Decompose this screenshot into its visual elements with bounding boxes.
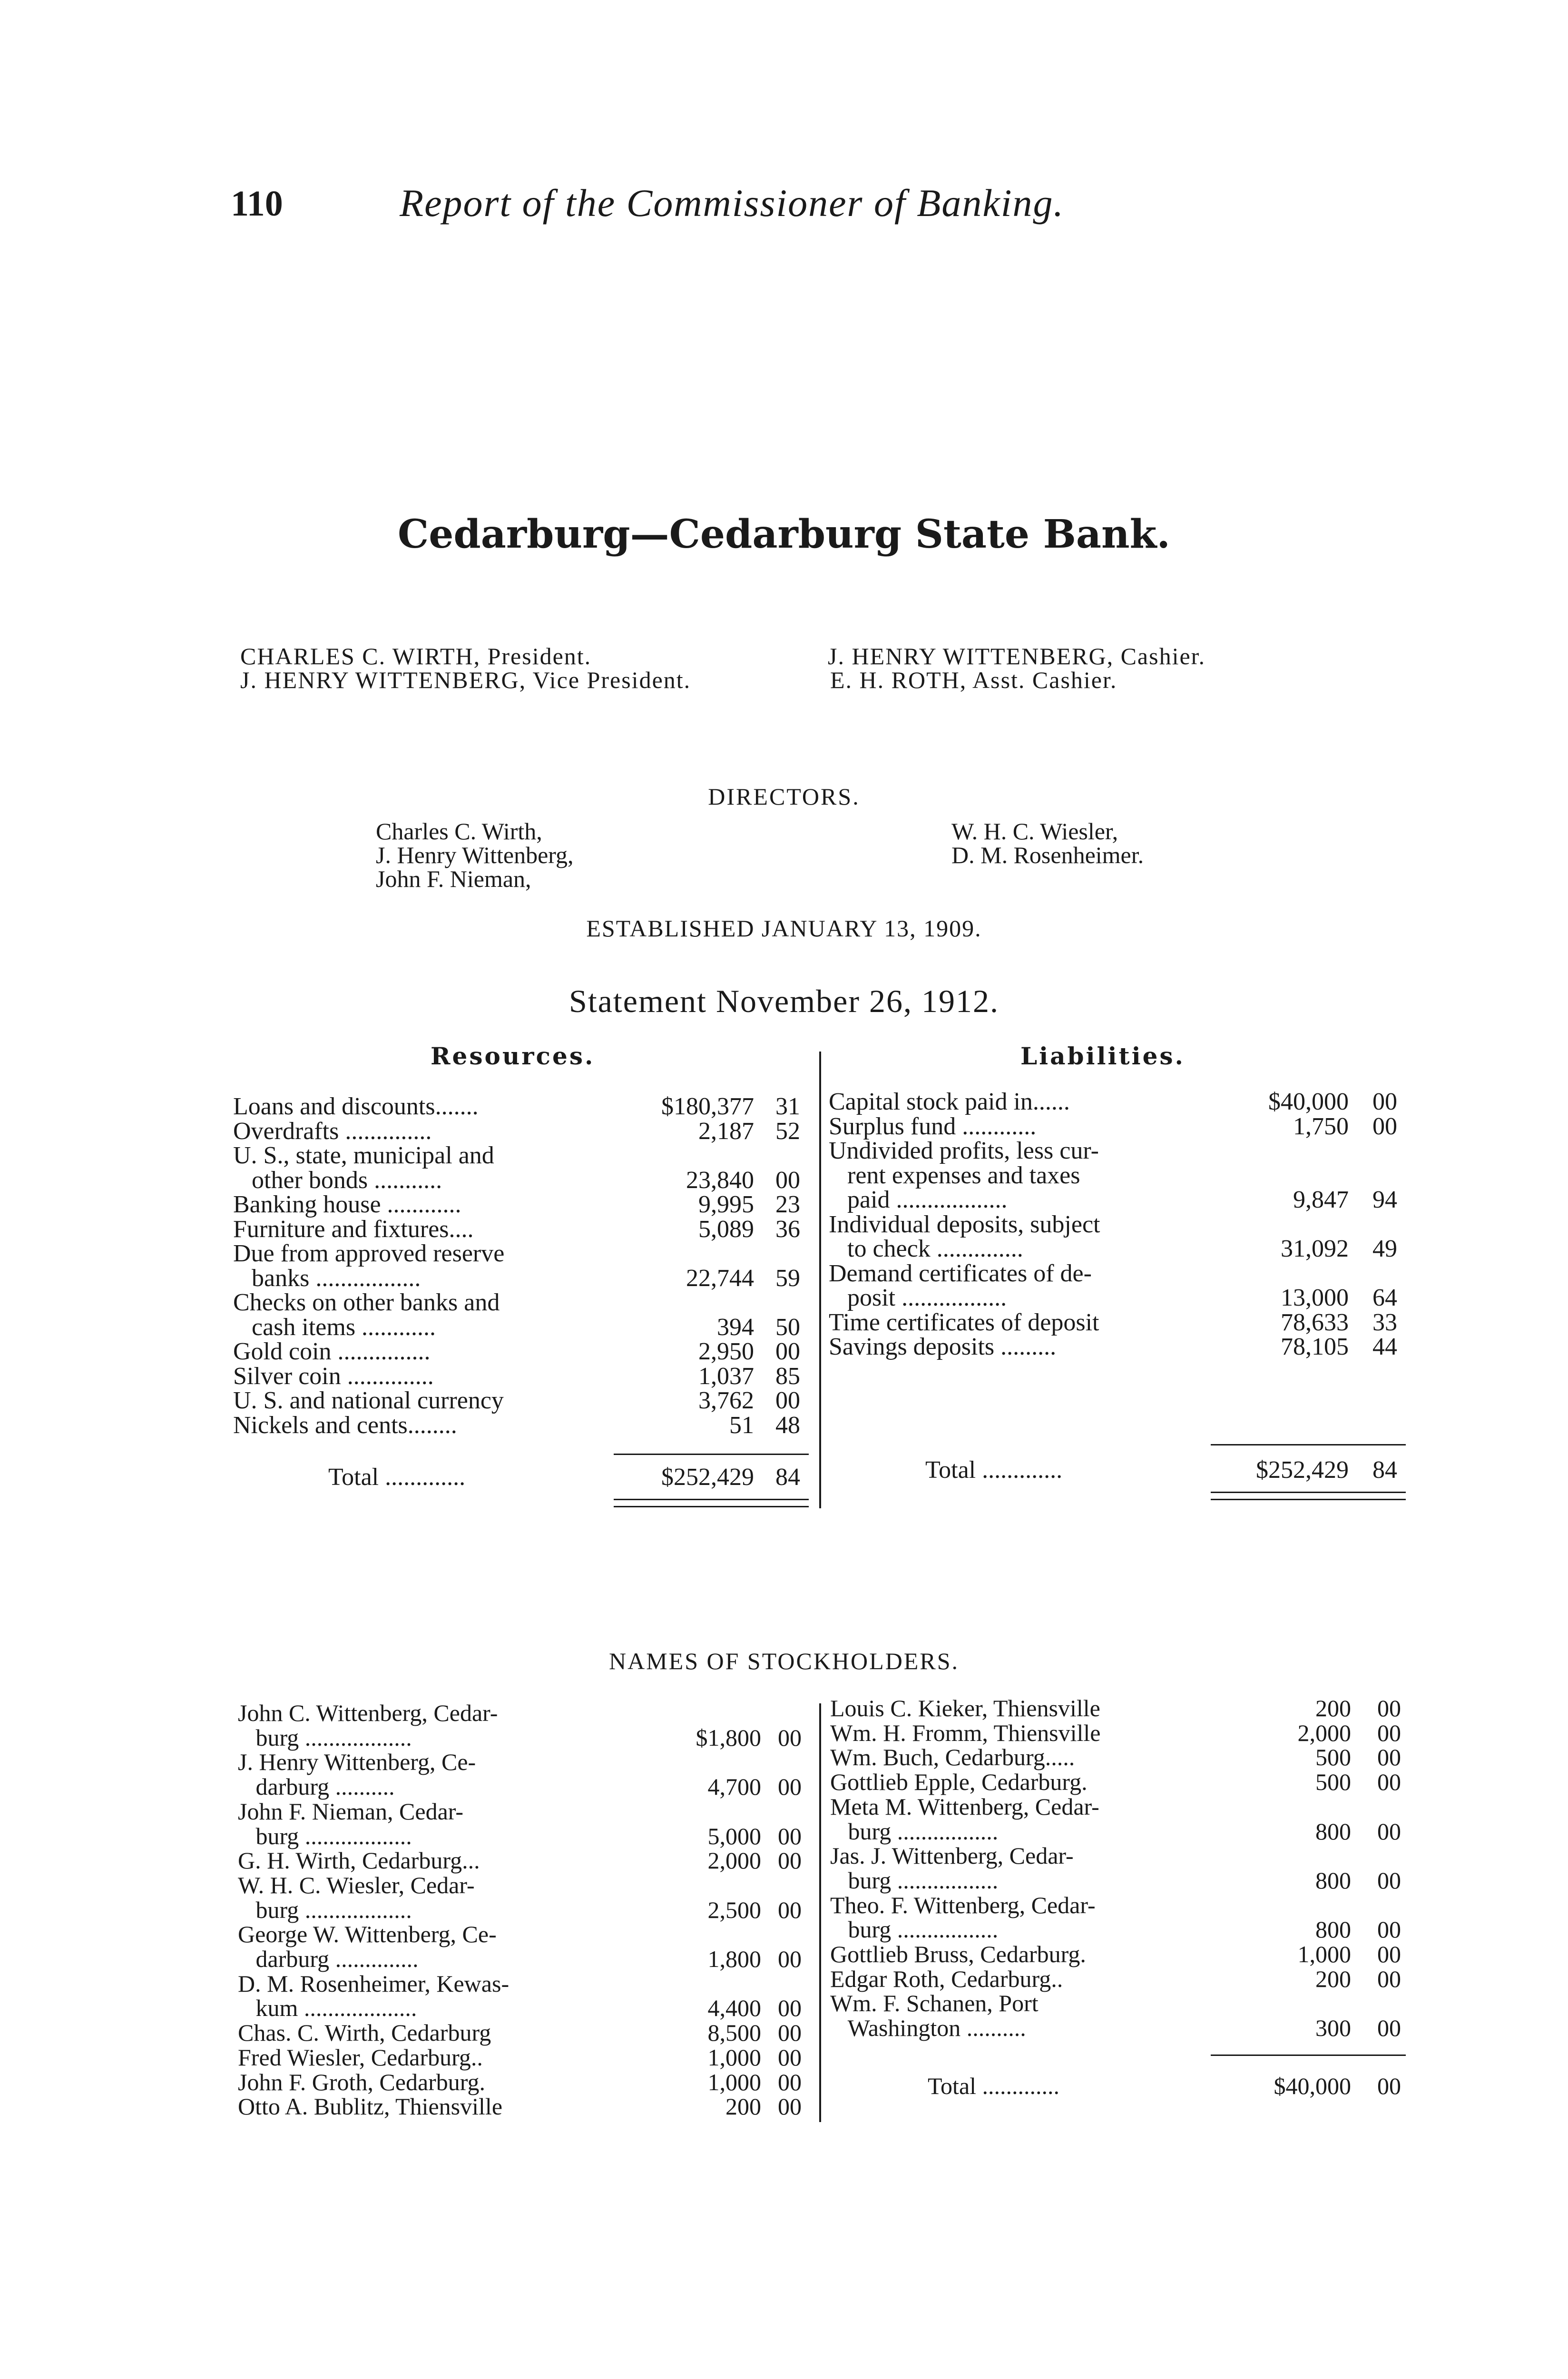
stockholder-row-amount: 8,500 [707, 2019, 761, 2046]
stockholder-row-cents: 00 [1377, 1941, 1401, 1967]
stockholder-row-cents: 00 [1377, 1719, 1401, 1746]
liabilities-total-cents: 84 [1372, 1456, 1397, 1484]
stockholder-row-label: darburg .............. [238, 1946, 419, 1972]
liability-row-label: Savings deposits ......... [829, 1333, 1057, 1360]
stockholder-row-cents: 00 [1377, 1818, 1401, 1845]
resource-row-label: U. S. and national currency [233, 1387, 504, 1414]
resource-row-amount: 2,187 [698, 1117, 754, 1145]
resources-heading: Resources. [431, 1042, 595, 1070]
liability-row-amount: $40,000 [1268, 1088, 1349, 1115]
director-name: J. Henry Wittenberg, [376, 842, 574, 868]
stockholder-row-amount: 300 [1315, 2015, 1351, 2042]
resource-row-label: cash items ............ [233, 1313, 436, 1341]
stockholder-row-label: Otto A. Bublitz, Thiensville [238, 2093, 503, 2120]
stockholder-row-label: G. H. Wirth, Cedarburg... [238, 1847, 480, 1874]
officer-vice-president: J. HENRY WITTENBERG, Vice President. [240, 667, 691, 693]
stockholder-row-label: burg .................. [238, 1822, 412, 1849]
liability-row-label: paid .................. [829, 1186, 1008, 1213]
stockholder-row-label: John F. Groth, Cedarburg. [238, 2068, 486, 2095]
resource-row-cents: 00 [775, 1338, 800, 1365]
stockholder-row-amount: 800 [1315, 1818, 1351, 1845]
stockholder-row-label: Louis C. Kieker, Thiensville [830, 1695, 1100, 1721]
stockholder-row-label: Wm. Buch, Cedarburg..... [830, 1744, 1075, 1771]
stockholder-row-cents: 00 [778, 1995, 802, 2022]
stockholders-total-label: Total ............. [928, 2073, 1060, 2099]
stockholder-row-label: John F. Nieman, Cedar- [238, 1798, 464, 1825]
resources-total-label: Total ............. [328, 1464, 466, 1491]
stockholder-row-label: kum ................... [238, 1995, 417, 2022]
column-divider [819, 1052, 821, 1508]
stockholder-row-cents: 00 [1377, 1769, 1401, 1796]
resource-row-amount: 3,762 [698, 1387, 754, 1414]
resources-total-cents: 84 [775, 1464, 800, 1491]
liability-row-cents: 94 [1372, 1186, 1397, 1213]
stockholder-row-label: Meta M. Wittenberg, Cedar- [830, 1793, 1099, 1820]
stockholder-row-amount: 1,000 [707, 2068, 761, 2095]
resource-row-label: other bonds ........... [233, 1166, 442, 1194]
stockholder-row-cents: 00 [1377, 1965, 1401, 1992]
stockholder-row-label: Washington .......... [830, 2015, 1026, 2042]
director-name: W. H. C. Wiesler, [951, 818, 1118, 845]
resource-row-cents: 52 [775, 1117, 800, 1145]
stockholder-row-amount: 500 [1315, 1769, 1351, 1796]
resource-row-amount: 2,950 [698, 1338, 754, 1365]
liability-row-cents: 49 [1372, 1235, 1397, 1262]
stockholder-row-cents: 00 [778, 2068, 802, 2095]
stockholder-row-cents: 00 [1377, 2015, 1401, 2042]
resource-row-amount: $180,377 [661, 1093, 754, 1120]
resource-row-label: Silver coin .............. [233, 1362, 434, 1390]
resource-row-cents: 31 [775, 1093, 800, 1120]
resource-row-label: Overdrafts .............. [233, 1117, 432, 1145]
stockholder-row-amount: 200 [1315, 1695, 1351, 1721]
officer-president: CHARLES C. WIRTH, President. [240, 643, 592, 669]
liability-row-amount: 78,105 [1281, 1333, 1349, 1360]
bank-title: Cedarburg—Cedarburg State Bank. [398, 511, 1170, 557]
statement-date: Statement November 26, 1912. [569, 983, 999, 1019]
stockholder-row-amount: 5,000 [707, 1822, 761, 1849]
liabilities-heading: Liabilities. [1020, 1042, 1185, 1070]
stockholder-row-label: Gottlieb Bruss, Cedarburg. [830, 1941, 1086, 1967]
stockholder-row-label: Theo. F. Wittenberg, Cedar- [830, 1891, 1096, 1918]
liability-row-amount: 13,000 [1281, 1284, 1349, 1311]
resource-row-amount: 9,995 [698, 1191, 754, 1218]
stockholder-row-label: Wm. H. Fromm, Thiensville [830, 1719, 1101, 1746]
liability-row-label: Individual deposits, subject [829, 1210, 1100, 1238]
stockholder-row-amount: 2,000 [707, 1847, 761, 1874]
liability-row-cents: 00 [1372, 1088, 1397, 1115]
stockholder-row-amount: 1,000 [707, 2044, 761, 2071]
resource-row-amount: 1,037 [698, 1362, 754, 1390]
stockholder-row-amount: 2,500 [707, 1896, 761, 1923]
resource-row-amount: 51 [729, 1411, 754, 1439]
liability-row-label: to check .............. [829, 1235, 1023, 1262]
stockholder-row-label: Wm. F. Schanen, Port [830, 1990, 1039, 2017]
director-name: D. M. Rosenheimer. [951, 842, 1144, 868]
liability-row-label: rent expenses and taxes [829, 1161, 1080, 1189]
liability-row-cents: 44 [1372, 1333, 1397, 1360]
liability-row-amount: 78,633 [1281, 1308, 1349, 1336]
liability-row-cents: 64 [1372, 1284, 1397, 1311]
resource-row-label: Banking house ............ [233, 1191, 461, 1218]
stockholder-row-cents: 00 [1377, 1867, 1401, 1894]
stockholder-row-amount: 200 [725, 2093, 761, 2120]
resource-row-label: banks ................. [233, 1264, 421, 1292]
running-title: Report of the Commissioner of Banking. [400, 181, 1065, 225]
resource-row-cents: 59 [775, 1264, 800, 1292]
stockholder-row-label: burg .................. [238, 1896, 412, 1923]
total-rule [1211, 1444, 1406, 1445]
total-rule [1211, 2055, 1406, 2056]
stockholder-row-cents: 00 [778, 1822, 802, 1849]
stockholder-row-amount: 2,000 [1297, 1719, 1351, 1746]
stockholder-row-label: John C. Wittenberg, Cedar- [238, 1700, 498, 1726]
stockholder-row-label: burg ................. [830, 1916, 999, 1943]
stockholders-total-amount: $40,000 [1274, 2073, 1351, 2099]
stockholder-row-label: Jas. J. Wittenberg, Cedar- [830, 1842, 1074, 1869]
resource-row-label: U. S., state, municipal and [233, 1142, 494, 1169]
stockholder-row-label: W. H. C. Wiesler, Cedar- [238, 1871, 475, 1898]
resource-row-label: Gold coin ............... [233, 1338, 431, 1365]
stockholder-row-label: Gottlieb Epple, Cedarburg. [830, 1769, 1088, 1796]
established-date: ESTABLISHED JANUARY 13, 1909. [586, 915, 982, 942]
page-number: 110 [231, 184, 283, 224]
stockholder-row-cents: 00 [778, 2093, 802, 2120]
stockholder-row-label: darburg .......... [238, 1773, 395, 1800]
resource-row-cents: 50 [775, 1313, 800, 1341]
liability-row-label: Time certificates of deposit [829, 1308, 1099, 1336]
stockholder-row-cents: 00 [1377, 1744, 1401, 1771]
total-rule [614, 1454, 809, 1455]
stockholder-row-label: Edgar Roth, Cedarburg.. [830, 1965, 1063, 1992]
stockholder-row-amount: 800 [1315, 1916, 1351, 1943]
director-name: John F. Nieman, [376, 865, 531, 892]
resource-row-label: Due from approved reserve [233, 1240, 505, 1267]
liabilities-total-amount: $252,429 [1256, 1456, 1349, 1484]
stockholder-row-amount: 500 [1315, 1744, 1351, 1771]
stockholder-row-amount: 1,800 [707, 1946, 761, 1972]
liability-row-amount: 1,750 [1293, 1112, 1349, 1140]
liability-row-label: posit ................. [829, 1284, 1007, 1311]
stockholders-heading: NAMES OF STOCKHOLDERS. [608, 1648, 960, 1674]
stockholder-row-cents: 00 [1377, 1916, 1401, 1943]
liability-row-label: Capital stock paid in...... [829, 1088, 1070, 1115]
stockholder-row-label: burg ................. [830, 1867, 999, 1894]
stockholder-row-cents: 00 [778, 1724, 802, 1751]
stockholder-row-label: burg ................. [830, 1818, 999, 1845]
resource-row-cents: 23 [775, 1191, 800, 1218]
director-name: Charles C. Wirth, [376, 818, 542, 845]
stockholder-row-label: Fred Wiesler, Cedarburg.. [238, 2044, 483, 2071]
resource-row-amount: 5,089 [698, 1215, 754, 1243]
stockholder-row-cents: 00 [778, 1946, 802, 1972]
stockholder-row-cents: 00 [778, 2019, 802, 2046]
resource-row-label: Furniture and fixtures.... [233, 1215, 474, 1243]
liability-row-label: Demand certificates of de- [829, 1259, 1092, 1287]
resource-row-cents: 85 [775, 1362, 800, 1390]
stockholder-row-cents: 00 [778, 1847, 802, 1874]
liability-row-cents: 00 [1372, 1112, 1397, 1140]
resources-total-amount: $252,429 [661, 1464, 754, 1491]
resource-row-amount: 394 [717, 1313, 754, 1341]
stockholder-row-cents: 00 [778, 2044, 802, 2071]
directors-heading: DIRECTORS. [708, 783, 860, 810]
column-divider [819, 1703, 821, 2122]
resource-row-cents: 48 [775, 1411, 800, 1439]
stockholders-total-cents: 00 [1377, 2073, 1401, 2099]
officer-asst-cashier: E. H. ROTH, Asst. Cashier. [830, 667, 1117, 693]
stockholder-row-amount: 4,400 [707, 1995, 761, 2022]
resource-row-amount: 23,840 [686, 1166, 754, 1194]
stockholder-row-label: J. Henry Wittenberg, Ce- [238, 1749, 476, 1776]
resource-row-cents: 00 [775, 1166, 800, 1194]
liability-row-label: Surplus fund ............ [829, 1112, 1037, 1140]
stockholder-row-label: D. M. Rosenheimer, Kewas- [238, 1970, 510, 1997]
liability-row-cents: 33 [1372, 1308, 1397, 1336]
double-rule [1211, 1492, 1406, 1500]
liabilities-total-label: Total ............. [925, 1456, 1063, 1484]
stockholder-row-amount: 200 [1315, 1965, 1351, 1992]
stockholder-row-cents: 00 [778, 1773, 802, 1800]
liability-row-amount: 9,847 [1293, 1186, 1349, 1213]
double-rule [614, 1499, 809, 1507]
resource-row-cents: 36 [775, 1215, 800, 1243]
stockholder-row-amount: 1,000 [1297, 1941, 1351, 1967]
resource-row-cents: 00 [775, 1387, 800, 1414]
officer-cashier: J. HENRY WITTENBERG, Cashier. [828, 643, 1206, 669]
resource-row-label: Loans and discounts....... [233, 1093, 479, 1120]
stockholder-row-cents: 00 [778, 1896, 802, 1923]
stockholder-row-amount: 4,700 [707, 1773, 761, 1800]
resource-row-label: Nickels and cents........ [233, 1411, 457, 1439]
stockholder-row-label: burg .................. [238, 1724, 412, 1751]
stockholder-row-amount: $1,800 [696, 1724, 761, 1751]
stockholder-row-label: Chas. C. Wirth, Cedarburg [238, 2019, 491, 2046]
liability-row-label: Undivided profits, less cur- [829, 1137, 1099, 1164]
stockholder-row-cents: 00 [1377, 1695, 1401, 1721]
stockholder-row-amount: 800 [1315, 1867, 1351, 1894]
resource-row-amount: 22,744 [686, 1264, 754, 1292]
resource-row-label: Checks on other banks and [233, 1289, 500, 1316]
liability-row-amount: 31,092 [1281, 1235, 1349, 1262]
stockholder-row-label: George W. Wittenberg, Ce- [238, 1921, 497, 1948]
